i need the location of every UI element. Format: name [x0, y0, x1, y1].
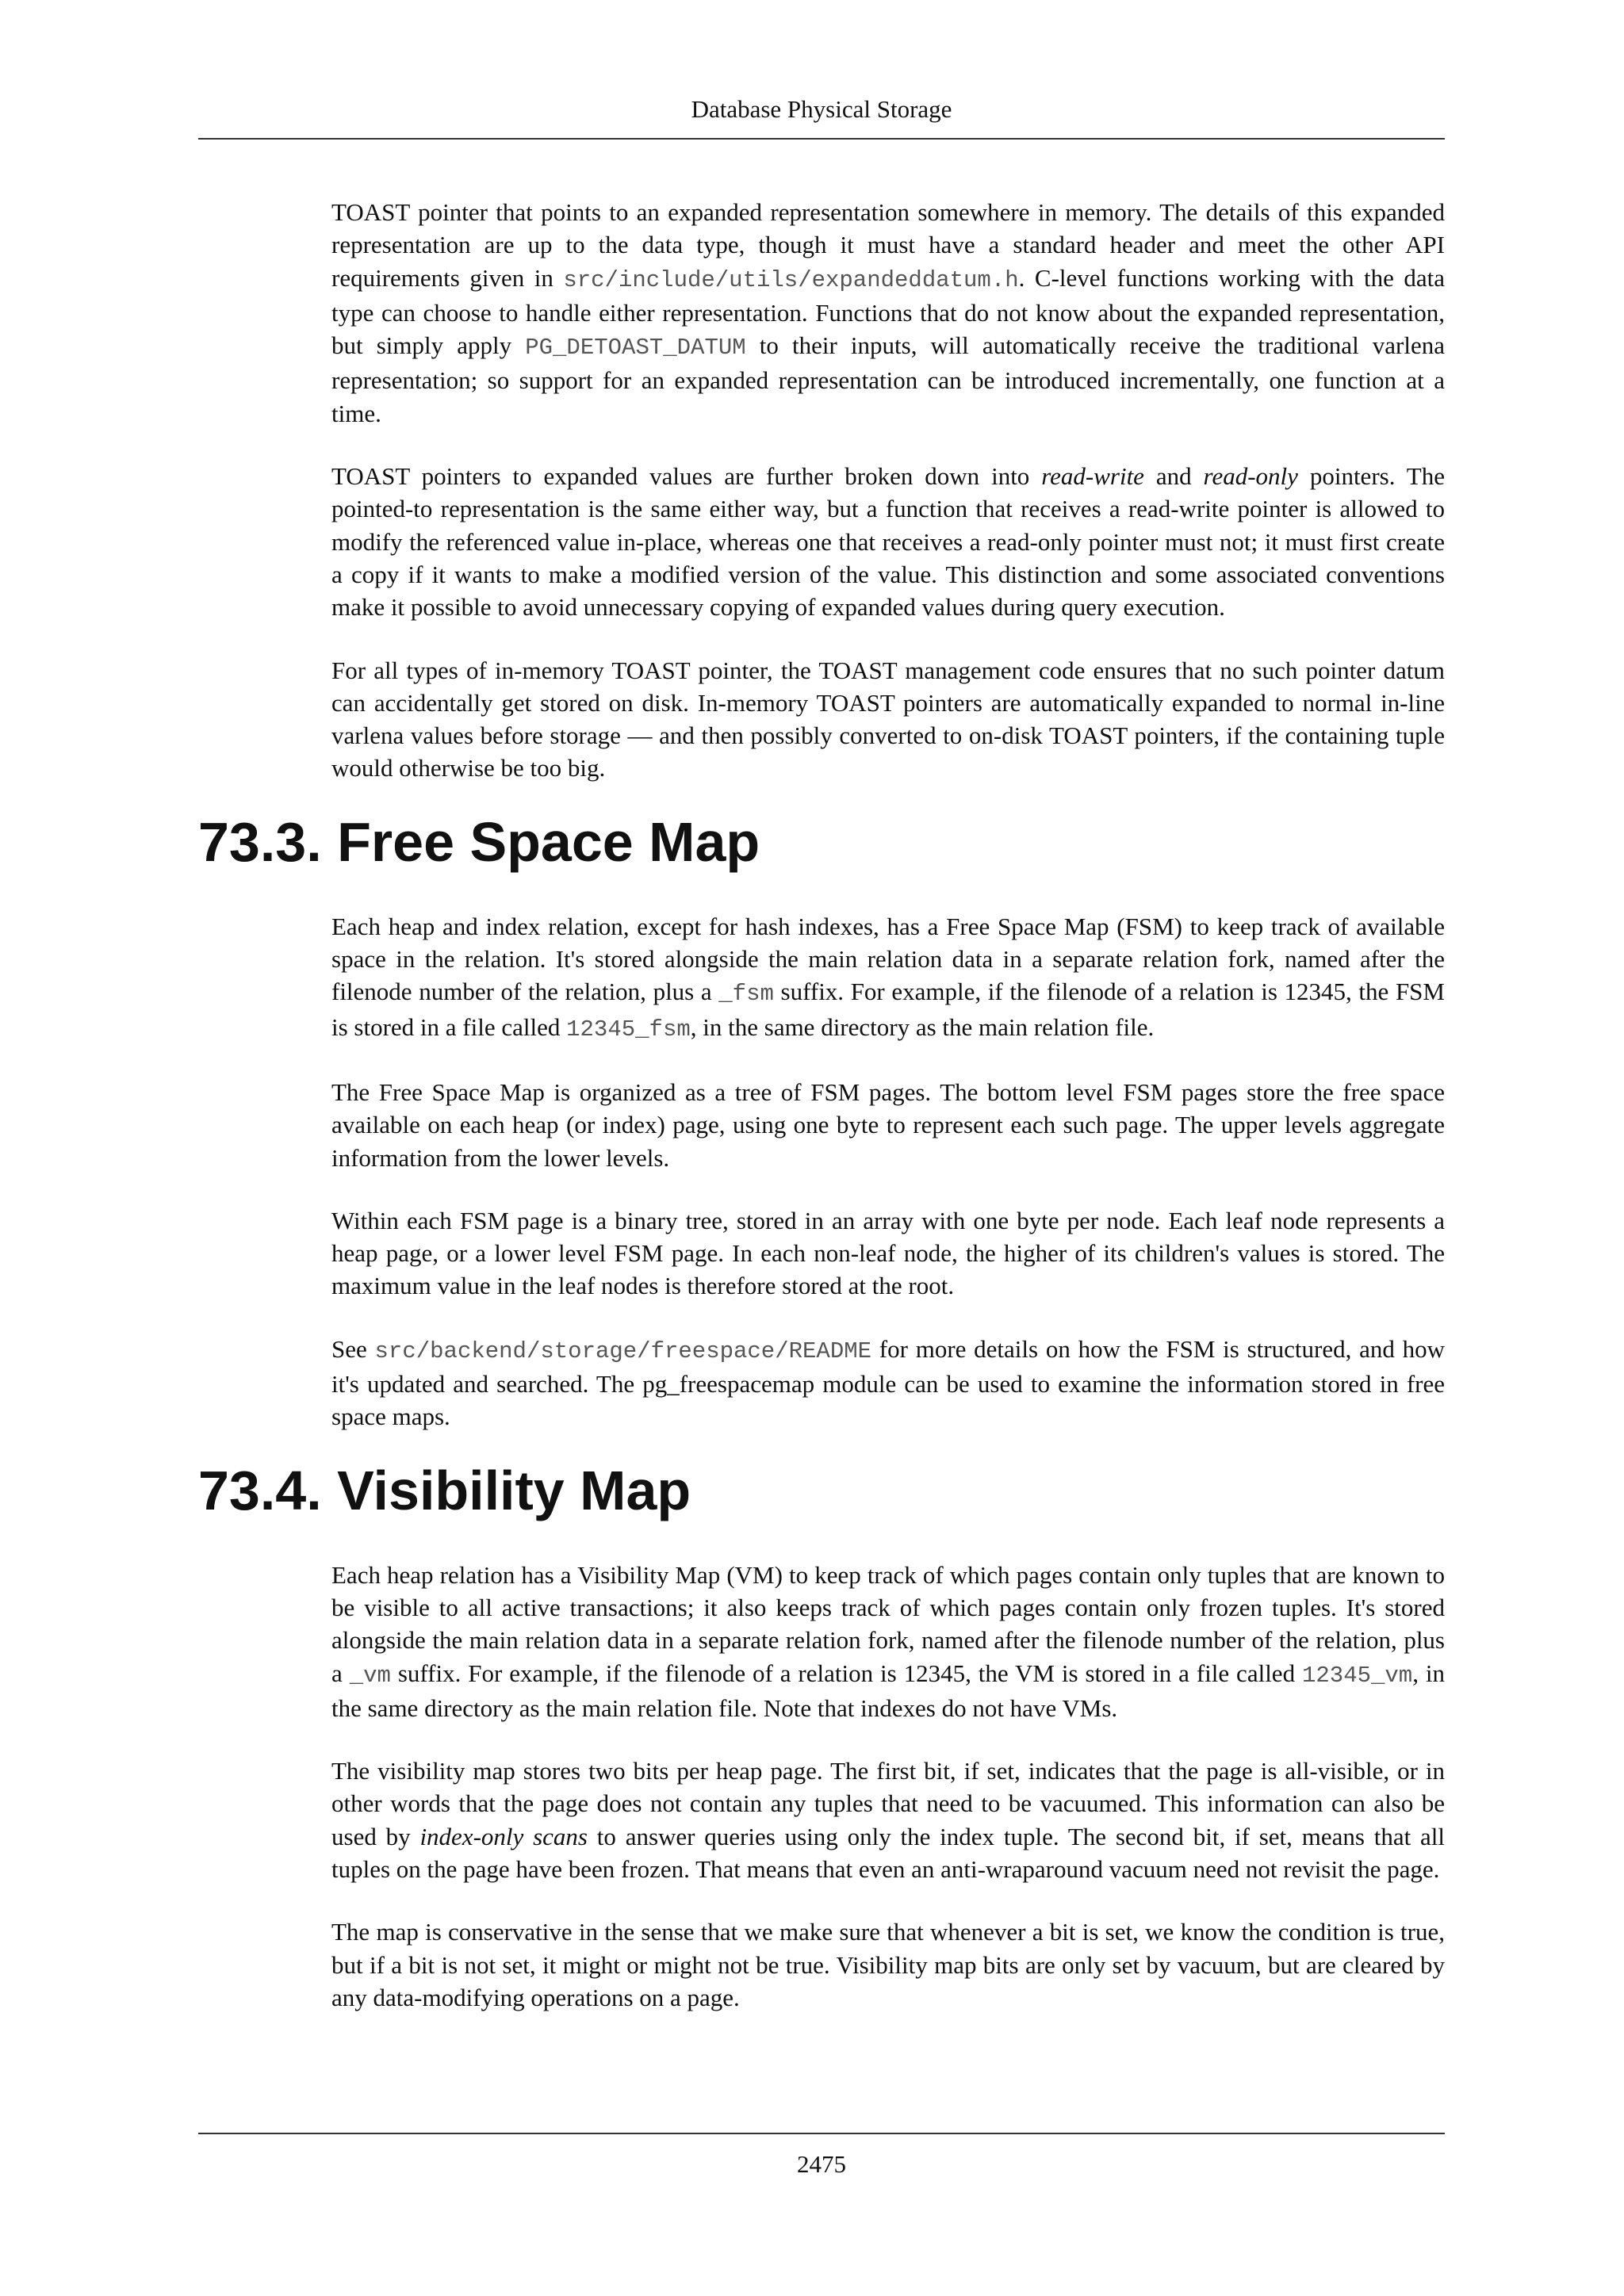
paragraph-fsm-readme [331, 1333, 1445, 1433]
code-path: src/backend/storage/freespace/README [374, 1337, 872, 1364]
emphasis-term: index-only scans [419, 1822, 588, 1850]
text-run: The map is conservative in the sense that we make sure that whenever a bit is set, we know the condition is true, but if a bit is not set, it might or might not be true. Visibility map bits are only set by vacuum, but are cleared by any data-modifying operations on a page. [331, 1918, 1445, 2011]
text-run: The Free Space Map is organized as a tree of FSM pages. The bottom level FSM pages store the free space available on each heap (or index) page, using one byte to represent each such page. The upper levels aggregate information from the lower levels. [331, 1077, 1445, 1172]
text-run: suffix. For example, if the filenode of a relation is 12345, the FSM is stored in a file called [331, 978, 1445, 1041]
section-heading-visibility-map: 73.4. Visibility Map [198, 1459, 691, 1521]
paragraph-expanded-pointers [331, 196, 1445, 430]
text-run: , in the same directory as the main relation file. [690, 1012, 1155, 1041]
header-rule [198, 138, 1445, 140]
emphasis-term: read-write [1041, 462, 1144, 491]
code-macro: PG_DETOAST_DATUM [525, 335, 746, 362]
section-heading-free-space-map: 73.3. Free Space Map [198, 810, 760, 873]
text-run: pointers. The pointed-to representation is the same either way, but a function that receives a read-write pointer is allowed to modify the referenced value in-place, whereas one that receives a read-only pointer must not; it must first create a copy if it wants to make a modified version of the value. This distinction and some associated conventions make it possible to avoid unnecessary copying of expanded values during query execution. [331, 462, 1446, 622]
text-run: Each heap relation has a Visibility Map (VM) to keep track of which pages contain only tuples that are known to be visible to all active transactions; it also keeps track of which pages contain only frozen tuples. It's stored alongside the main relation data in a separate relation fork, named after the filenode number of the relation, plus a [331, 1560, 1445, 1687]
code-suffix: _fsm [718, 981, 774, 1008]
text-run: to their inputs, will automatically receive the traditional varlena representation; so support for an expanded representation can be introduced incrementally, one function at a time. [331, 331, 1445, 427]
text-run: Each heap and index relation, except for hash indexes, has a Free Space Map (FSM) to keep track of available space in the relation. It's stored alongside the main relation data in a separate relation fork, named after the filenode number of the relation, plus a [331, 912, 1445, 1006]
paragraph-vm-conservative [331, 1915, 1445, 2014]
text-run: For all types of in-memory TOAST pointer, the TOAST management code ensures that no such pointer datum can accidentally get stored on disk. In-memory TOAST pointers are automatically expanded to normal in-line varlena values before storage — and then possibly converted to on-disk TOAST pointers, if the containing tuple would otherwise be too big. [331, 656, 1445, 783]
running-header: Database Physical Storage [691, 95, 952, 123]
code-filename: 12345_vm [1301, 1662, 1413, 1689]
page-number: 2475 [797, 2150, 846, 2178]
text-run: suffix. For example, if the filenode of a relation is 12345, the VM is stored in a file called [390, 1659, 1302, 1687]
footer-rule [198, 2133, 1445, 2134]
text-run: , in the same directory as the main relation file. Note that indexes do not have VMs. [331, 1659, 1445, 1722]
paragraph-fsm-tree [331, 1076, 1445, 1174]
text-run: for more details on how the FSM is structured, and how it's updated and searched. The pg_freespacemap module can be used to examine the information stored in free space maps. [331, 1334, 1445, 1431]
code-filename: src/include/utils/expandeddatum.h [563, 266, 1019, 293]
paragraph-read-write-pointers [331, 460, 1445, 623]
text-run: TOAST pointers to expanded values are further broken down into [331, 462, 1042, 491]
code-suffix: _vm [349, 1662, 391, 1689]
text-run: and [1143, 462, 1204, 491]
paragraph-fsm-intro [331, 910, 1445, 1046]
paragraph-vm-intro [331, 1559, 1445, 1724]
text-run: The visibility map stores two bits per heap page. The first bit, if set, indicates that the page is all-visible, or in other words that the page does not contain any tuples that need to be vacuumed. This information can also be used by [331, 1757, 1445, 1850]
paragraph-vm-bits [331, 1755, 1445, 1885]
code-filename: 12345_fsm [566, 1016, 691, 1043]
text-run: See [331, 1334, 375, 1363]
text-run: TOAST pointer that points to an expanded representation somewhere in memory. The details of this expanded representation are up to the data type, though it must have a standard header and meet the other API requirements given in [331, 198, 1445, 292]
emphasis-term: read-only [1203, 462, 1298, 491]
paragraph-in-memory-toast [331, 654, 1445, 785]
paragraph-fsm-binary-tree [331, 1204, 1445, 1303]
text-run: . C-level functions working with the data type can choose to handle either representation. Functions that do not know about the expanded representation, but simply apply [331, 263, 1445, 360]
page-content [198, 196, 1446, 2044]
text-run: to answer queries using only the index tuple. The second bit, if set, means that all tuples on the page have been frozen. That means that even an anti-wraparound vacuum need not revisit the page. [331, 1822, 1445, 1883]
text-run: Within each FSM page is a binary tree, stored in an array with one byte per node. Each leaf node represents a heap page, or a lower level FSM page. In each non-leaf node, the higher of its children's values is stored. The maximum value in the leaf nodes is therefore stored at the root. [331, 1206, 1445, 1300]
